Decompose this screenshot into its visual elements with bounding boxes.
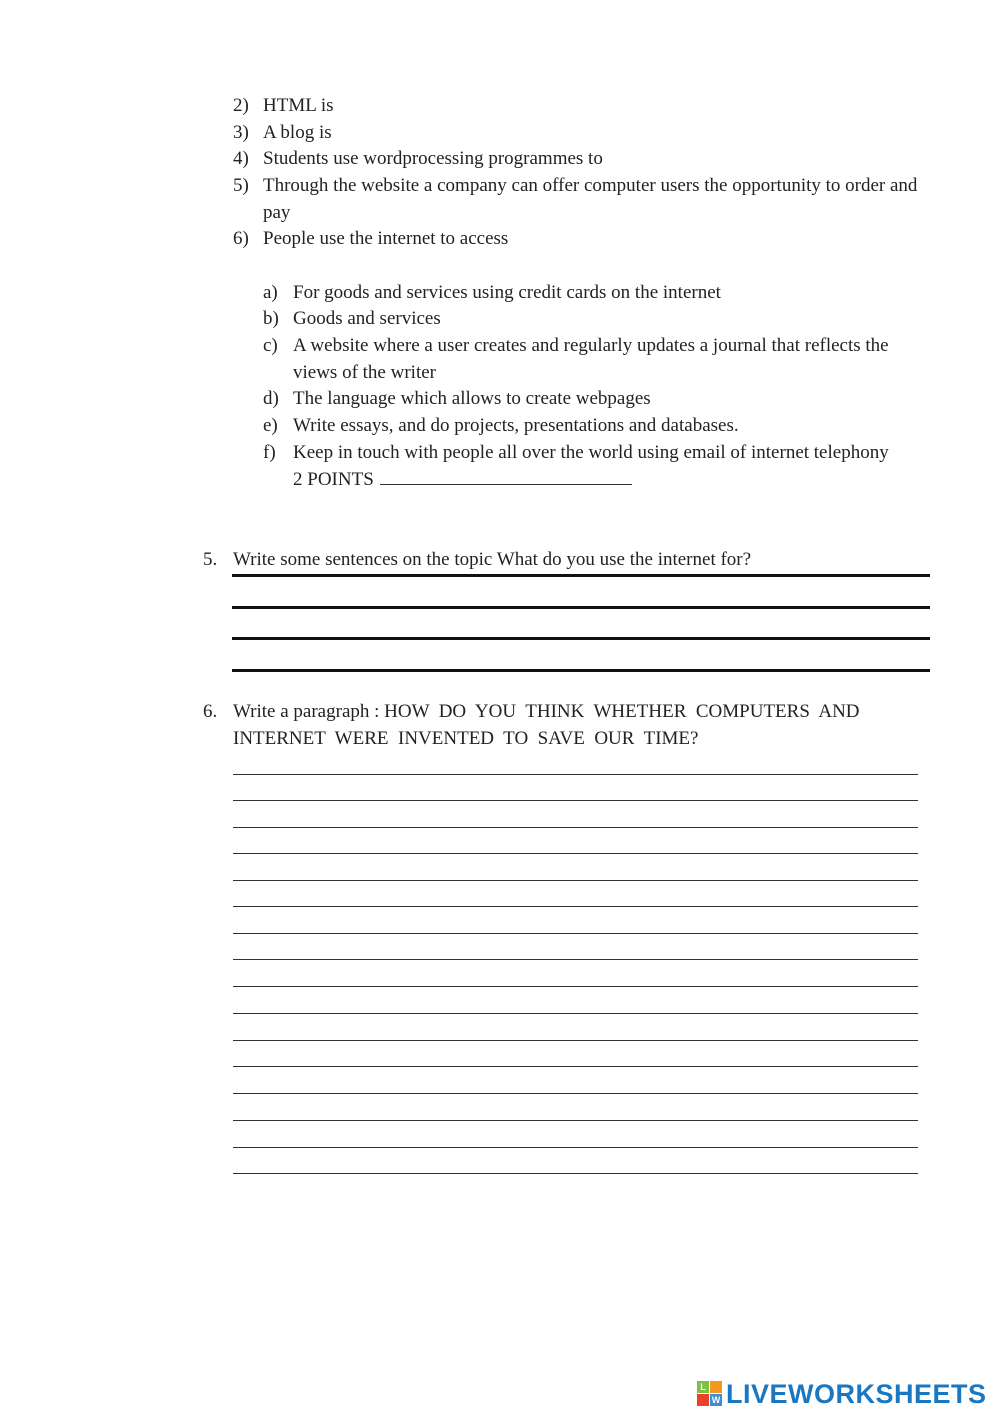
writing-line[interactable]	[233, 933, 918, 934]
question-text: Write some sentences on the topic What do you use the internet for?	[233, 549, 752, 570]
stem-number: 4)	[233, 148, 249, 169]
answer-line[interactable]	[232, 637, 930, 640]
question-number: 5.	[203, 549, 218, 570]
ending-text: Write essays, and do projects, presentations and databases.	[293, 415, 739, 436]
ending-letter: b)	[263, 308, 279, 329]
writing-line[interactable]	[233, 986, 918, 987]
ending-c	[263, 333, 933, 387]
ending-d	[263, 386, 933, 413]
writing-line[interactable]	[233, 1147, 918, 1148]
writing-line[interactable]	[233, 1040, 918, 1041]
question-number: 6.	[203, 701, 218, 722]
logo-square-red	[697, 1394, 709, 1406]
writing-line[interactable]	[233, 800, 918, 801]
writing-line[interactable]	[233, 774, 918, 775]
writing-line[interactable]	[233, 1066, 918, 1067]
liveworksheets-logo-icon	[697, 1381, 723, 1407]
stem-number: 2)	[233, 95, 249, 116]
ending-text: For goods and services using credit cards on the internet	[293, 282, 721, 303]
stem-2	[233, 93, 933, 120]
writing-line[interactable]	[233, 1093, 918, 1094]
stem-text: Through the website a company can offer computer users the opportunity to order and pay	[263, 175, 918, 223]
stem-number: 3)	[233, 122, 249, 143]
liveworksheets-brand-text: LIVEWORKSHEETS	[726, 1378, 987, 1409]
ending-letter: d)	[263, 388, 279, 409]
writing-line[interactable]	[233, 880, 918, 881]
ending-text: A website where a user creates and regularly updates a journal that reflects the views of the writer	[293, 335, 889, 383]
ending-letter: e)	[263, 415, 278, 436]
stem-4	[233, 146, 933, 173]
writing-line[interactable]	[233, 853, 918, 854]
points-label: 2 POINTS	[293, 469, 374, 490]
logo-square-blue: W	[711, 1395, 721, 1405]
ending-text: The language which allows to create webpages	[293, 388, 651, 409]
writing-line[interactable]	[233, 959, 918, 960]
ending-letter: c)	[263, 335, 278, 356]
question-5-title	[203, 546, 933, 573]
ending-text: Keep in touch with people all over the world using email of internet telephony	[293, 442, 889, 463]
question-6-title	[203, 698, 933, 752]
writing-line[interactable]	[233, 1120, 918, 1121]
ending-text: Goods and services	[293, 308, 441, 329]
stem-3	[233, 120, 933, 147]
answer-line[interactable]	[232, 574, 930, 577]
liveworksheets-logo[interactable]	[697, 1378, 987, 1410]
ending-letter: f)	[263, 442, 276, 463]
stem-number: 6)	[233, 228, 249, 249]
question-text-line-2: INTERNET WERE INVENTED TO SAVE OUR TIME?	[233, 728, 699, 749]
stem-5	[233, 173, 933, 227]
answer-line[interactable]	[232, 606, 930, 609]
writing-line[interactable]	[233, 906, 918, 907]
writing-line[interactable]	[233, 827, 918, 828]
ending-letter: a)	[263, 282, 278, 303]
answer-line[interactable]	[232, 669, 930, 672]
stem-text: People use the internet to access	[263, 228, 509, 249]
points-row	[293, 466, 693, 493]
stem-text: HTML is	[263, 95, 334, 116]
stem-text: A blog is	[263, 122, 332, 143]
writing-line[interactable]	[233, 1013, 918, 1014]
writing-line[interactable]	[233, 1173, 918, 1174]
logo-square-green: L	[697, 1381, 709, 1393]
question-text-line-1: Write a paragraph : HOW DO YOU THINK WHETHER COMPUTERS AND	[233, 701, 860, 722]
ending-e	[263, 413, 933, 440]
matching-answer-blank[interactable]	[380, 466, 632, 485]
ending-b	[263, 306, 933, 333]
stem-text: Students use wordprocessing programmes to	[263, 148, 603, 169]
ending-f	[263, 440, 933, 467]
stem-6	[233, 226, 933, 253]
stem-number: 5)	[233, 175, 249, 196]
ending-a	[263, 280, 933, 307]
logo-square-orange	[710, 1381, 722, 1393]
